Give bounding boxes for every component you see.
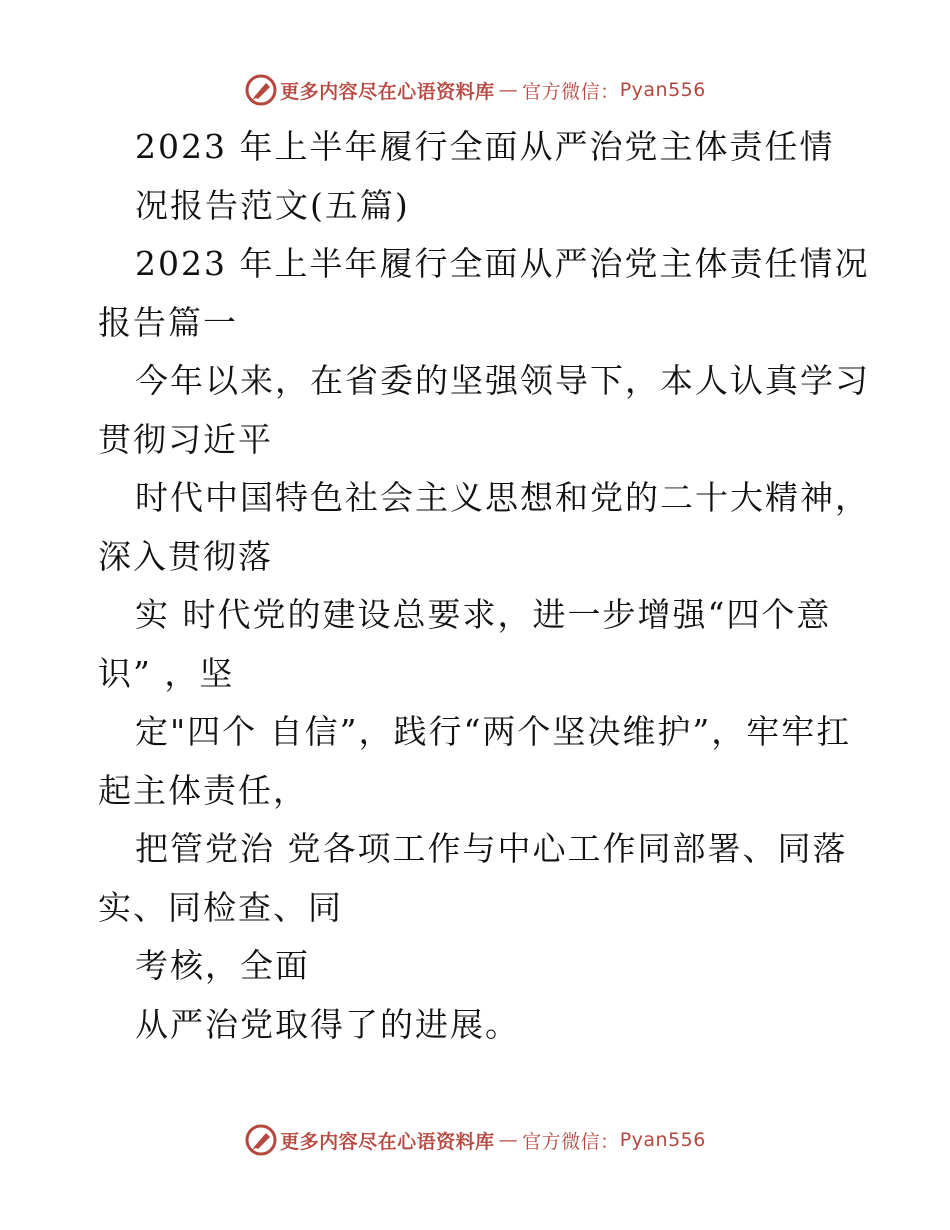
- body-line: 深入贯彻落: [98, 536, 273, 576]
- title-line-2: 况报告范文(五篇): [135, 185, 410, 225]
- body-line: 时代中国特色社会主义思想和党的二十大精神，: [135, 478, 870, 517]
- body-line: 起主体责任，: [98, 770, 308, 810]
- body-line: 2023 年上半年履行全面从严治党主体责任情况: [135, 244, 870, 283]
- footer-watermark-banner: [0, 1120, 950, 1160]
- title-line-1: 2023 年上半年履行全面从严治党主体责任情: [135, 127, 835, 166]
- body-line: 从严治党取得了的进展。: [135, 1004, 520, 1044]
- wechat-label: 官方微信：: [522, 80, 620, 103]
- banner-text: 更多内容尽在心语资料库: [280, 80, 495, 103]
- banner-text: 更多内容尽在心语资料库: [280, 1130, 495, 1153]
- banner-separator: —: [498, 1129, 519, 1151]
- body-line: 贯彻习近平: [98, 419, 273, 459]
- body-line: 定"四个 自信”，践行“两个坚决维护”，牢牢扛: [135, 712, 852, 751]
- body-line: 考核，全面: [135, 946, 310, 985]
- body-line: 把管党治 党各项工作与中心工作同部署、同落: [135, 829, 848, 868]
- body-line: 识” ，坚: [98, 653, 235, 693]
- header-watermark-banner: [0, 70, 950, 110]
- wechat-id: Pyan556: [619, 1129, 706, 1151]
- wechat-label: 官方微信：: [522, 1130, 620, 1153]
- body-line: 今年以来，在省委的坚强领导下，本人认真学习: [135, 361, 870, 400]
- body-line: 实 时代党的建设总要求，进一步增强“四个意: [135, 595, 832, 634]
- document-body: [98, 118, 870, 1054]
- wechat-id: Pyan556: [619, 79, 706, 101]
- pen-nib-logo-icon: [244, 73, 278, 107]
- pen-nib-logo-icon: [244, 1123, 278, 1157]
- body-line: 报告篇一: [98, 302, 238, 342]
- body-line: 实、同检查、同: [98, 887, 343, 927]
- banner-separator: —: [498, 79, 519, 101]
